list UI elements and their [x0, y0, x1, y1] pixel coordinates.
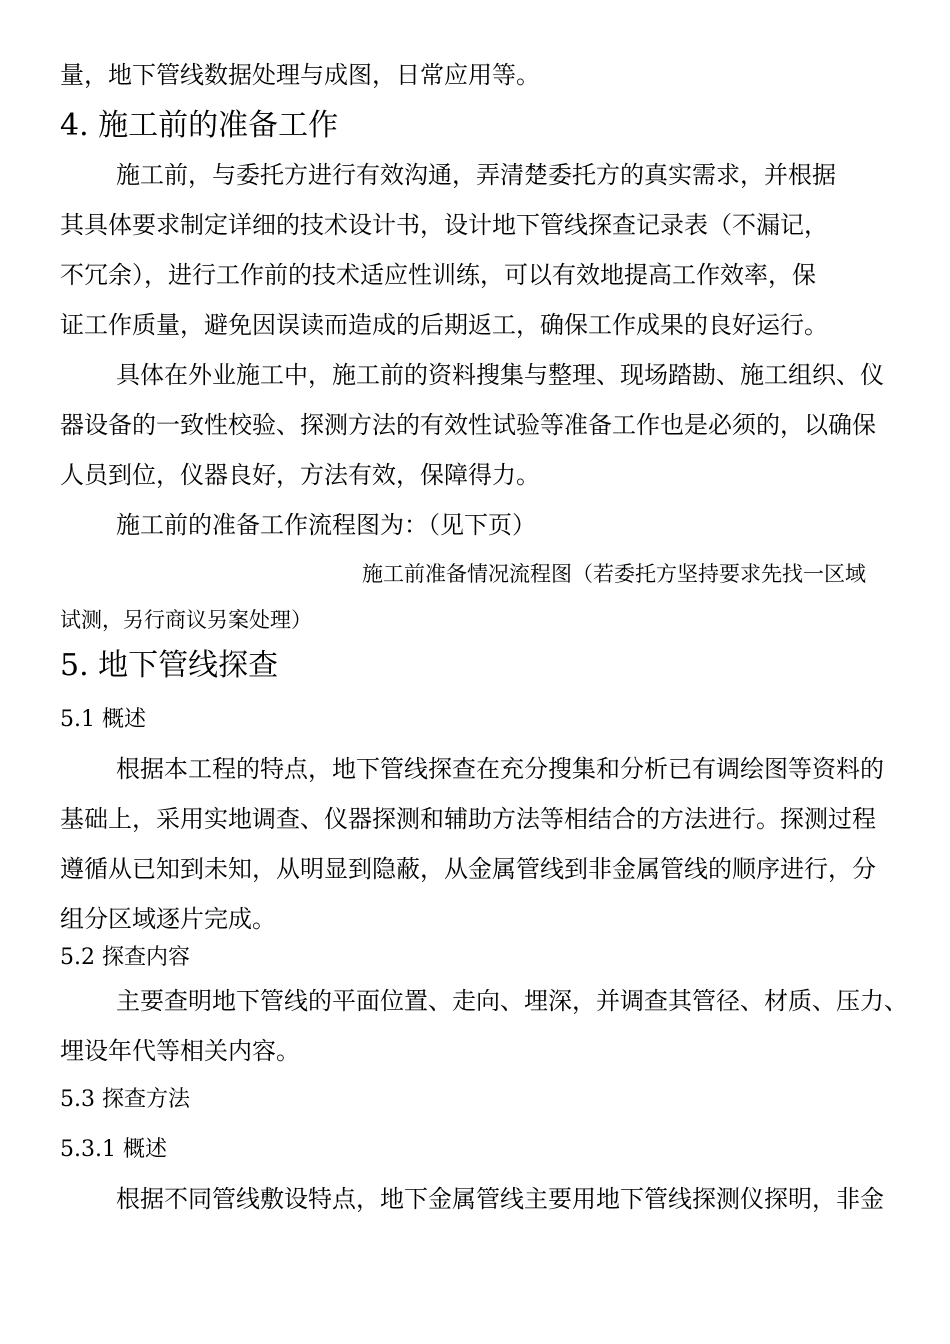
section-5-2-para-line2: 埋设年代等相关内容。 [60, 1037, 300, 1065]
section-5-2-para-line1: 主要查明地下管线的平面位置、走向、埋深，并调查其管径、材质、压力、 [116, 987, 908, 1015]
section-5-1-para-line2: 基础上，采用实地调查、仪器探测和辅助方法等相结合的方法进行。探测过程 [60, 805, 876, 833]
section-5-3-1-heading: 5.3.1 概述 [60, 1137, 167, 1162]
section-5-3-1-para-line1: 根据不同管线敷设特点，地下金属管线主要用地下管线探测仪探明，非金 [116, 1185, 884, 1213]
section-4-para1-line4: 证工作质量，避免因误读而造成的后期返工，确保工作成果的良好运行。 [60, 311, 828, 339]
flowchart-caption-line2: 试测，另行商议另案处理） [60, 608, 312, 632]
section-5-1-para-line4: 组分区域逐片完成。 [60, 905, 276, 933]
section-4-para2-line2: 器设备的一致性校验、探测方法的有效性试验等准备工作也是必须的，以确保 [60, 411, 876, 439]
section-4-para2-line3: 人员到位，仪器良好，方法有效，保障得力。 [60, 461, 540, 489]
section-4-heading: 4. 施工前的准备工作 [60, 108, 339, 143]
flowchart-caption-line1: 施工前准备情况流程图（若委托方坚持要求先找一区域 [362, 562, 866, 586]
section-5-1-para-line1: 根据本工程的特点，地下管线探查在充分搜集和分析已有调绘图等资料的 [116, 755, 884, 783]
section-4-para2-line1: 具体在外业施工中，施工前的资料搜集与整理、现场踏勘、施工组织、仪 [116, 361, 884, 389]
section-4-para1-line3: 不冗余），进行工作前的技术适应性训练，可以有效地提高工作效率，保 [60, 261, 816, 289]
section-5-1-para-line3: 遵循从已知到未知，从明显到隐蔽，从金属管线到非金属管线的顺序进行，分 [60, 855, 876, 883]
section-5-heading: 5. 地下管线探查 [60, 648, 279, 683]
intro-line: 量，地下管线数据处理与成图，日常应用等。 [60, 61, 540, 89]
section-4-para1-line1: 施工前，与委托方进行有效沟通，弄清楚委托方的真实需求，并根据 [116, 161, 836, 189]
section-5-1-heading: 5.1 概述 [60, 707, 146, 732]
section-4-para1-line2: 其具体要求制定详细的技术设计书，设计地下管线探查记录表（不漏记， [60, 211, 828, 239]
section-5-3-heading: 5.3 探查方法 [60, 1087, 190, 1112]
section-4-para3: 施工前的准备工作流程图为：（见下页） [116, 511, 536, 539]
section-5-2-heading: 5.2 探查内容 [60, 945, 190, 970]
